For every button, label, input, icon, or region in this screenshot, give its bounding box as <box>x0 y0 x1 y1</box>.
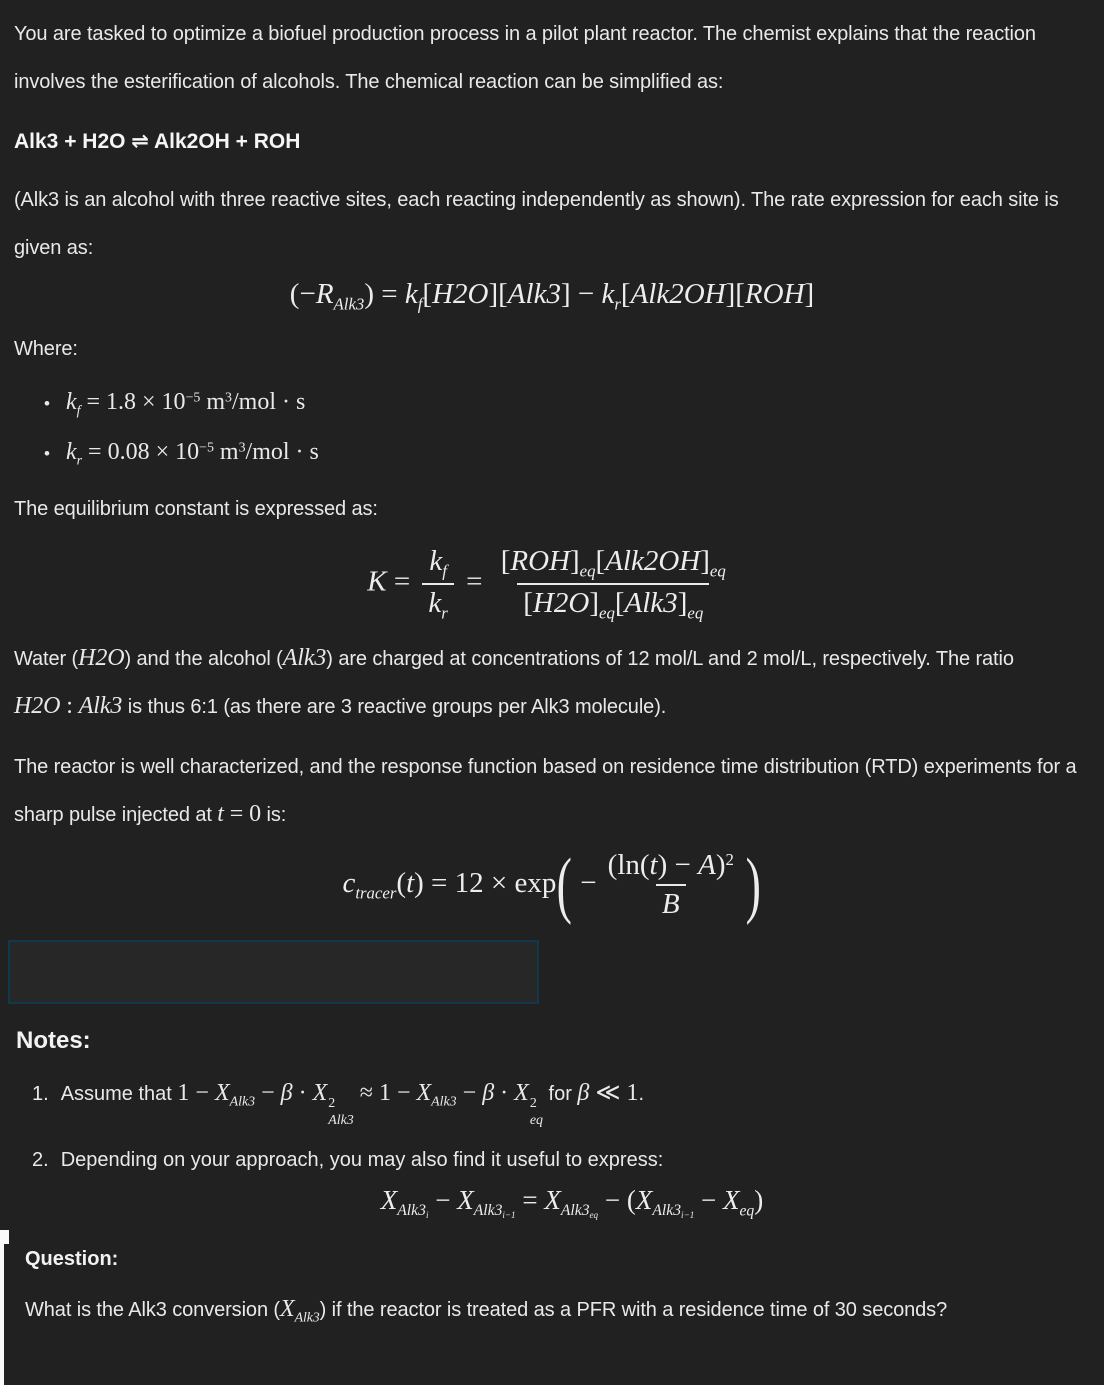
question-section <box>14 1230 1090 1334</box>
notes-list <box>14 1070 1090 1222</box>
h2o-math: H2O <box>78 644 125 671</box>
kr-value: $k_r = 0.08 \times 10^{-5}$ $m^3$/mol · s <box>65 438 319 469</box>
equation-tracer-response: $c_{tracer}(t) = 12 \times \exp$( − $\frac{(\ln(t) - A)^2}{B}$ ) <box>342 844 761 927</box>
list-item-kf <box>14 379 1090 429</box>
list-item-kr <box>14 429 1090 479</box>
notes-heading: Notes: <box>16 1026 91 1054</box>
equation-equilibrium-constant: K = $\frac{k_f}{k_r}$ = $\frac{[ROH]_{eq}[Alk2OH]_{eq}}{[H2O]_{eq}[Alk3]_{eq}}$ <box>367 544 726 623</box>
reaction-equation: Alk3 + H2O ⇌ Alk2OH + ROH <box>14 130 301 153</box>
paragraph-intro: You are tasked to optimize a biofuel production process in a pilot plant reactor. The chemist explains that the reaction involves the esterification of alcohols. The chemical reaction can be simplified as: <box>14 23 1036 93</box>
question-heading: Question: <box>25 1247 119 1270</box>
rate-constant-list <box>14 379 1090 479</box>
where-label: Where: <box>14 337 78 360</box>
note-2-content: Depending on your approach, you may also find it useful to express: <box>60 1149 664 1171</box>
note1-beta-math: β ≪ 1 <box>577 1079 639 1106</box>
note-number: 2. <box>32 1149 49 1171</box>
note-1-content: Assume that $1 - X_{Alk3} - \beta \cdot X$ 2 Alk3 ≈ $1 - X_{Alk3} - \beta \cdot X$ 2 eq for β ≪ 1. <box>60 1079 645 1129</box>
bullet-marker: • <box>44 443 50 463</box>
xalk3-math: $X_{Alk3}$ <box>280 1295 320 1326</box>
paragraph-charge: Water (H2O) and the alcohol (Alk3) are charged at concentrations of 12 mol/L and 2 mol/L, respectively. The ratio H2O : Alk3 is thus 6:1 (as there are 3 reactive groups per Alk3 molecule). <box>14 644 1014 719</box>
bullet-marker: • <box>44 393 50 413</box>
note-item-2 <box>14 1136 1090 1184</box>
paragraph-equilibrium-intro: The equilibrium constant is expressed as: <box>14 497 378 520</box>
note1-approximation-math: $1 - X_{Alk3} - \beta \cdot X$ 2 Alk3 ≈ $1 - X_{Alk3} - \beta \cdot X$ 2 eq <box>177 1079 543 1129</box>
question-text: What is the Alk3 conversion $(X_{Alk3})$ if the reactor is treated as a PFR with a residence time of 30 seconds? <box>25 1295 948 1326</box>
t0-math: t = 0 <box>217 800 262 827</box>
ratio-math: H2O : Alk3 <box>14 692 123 719</box>
equation-rate-expression: $(-R_{Alk3}) = k_f[H2O][Alk3] - k_r[Alk2OH][ROH]$ <box>289 278 815 314</box>
answer-input-box[interactable] <box>8 940 539 1004</box>
alk3-math: Alk3 <box>282 644 327 671</box>
equation-conversion-recursion: $X_{Alk3_i} - X_{Alk3_{i-1}} = X_{Alk3_{eq}} - (X_{Alk3_{i-1}} - X_{eq})$ <box>380 1185 764 1221</box>
paragraph-rtd: The reactor is well characterized, and the response function based on residence time distribution (RTD) experiments for a sharp pulse injected at t = 0 is: <box>14 755 1077 827</box>
kf-value: $k_f = 1.8 \times 10^{-5}$ $m^3$/mol · s <box>65 388 306 419</box>
paragraph-reactive-sites: (Alk3 is an alcohol with three reactive sites, each reacting independently as shown). The rate expression for each site is given as: <box>14 189 1059 259</box>
note-item-1 <box>14 1070 1090 1128</box>
page-edge-strip <box>0 1242 4 1385</box>
note-number: 1. <box>32 1082 49 1105</box>
